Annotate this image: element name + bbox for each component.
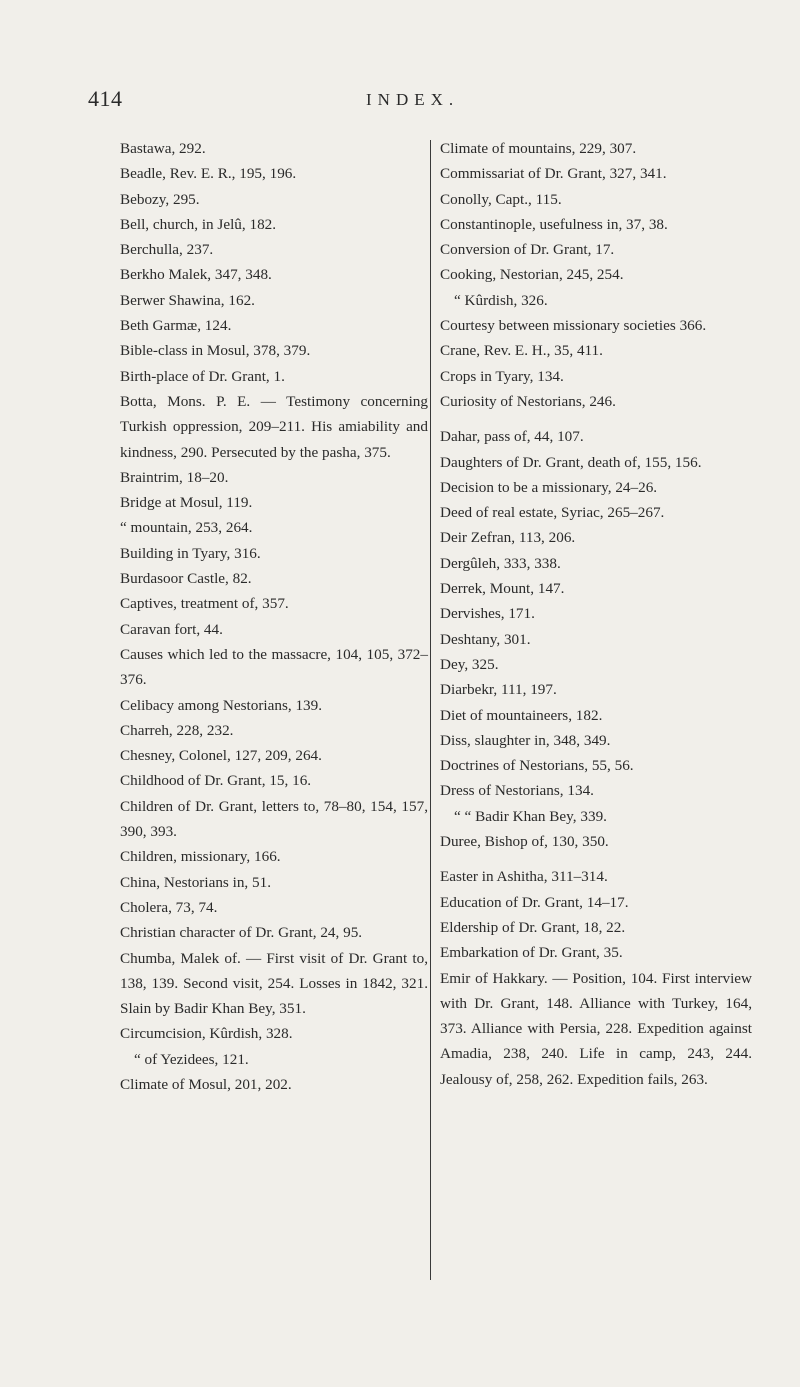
index-entry: Climate of Mosul, 201, 202.: [120, 1075, 292, 1093]
index-entry: Conolly, Capt., 115.: [440, 190, 562, 208]
index-entry: Diet of mountaineers, 182.: [440, 706, 603, 724]
index-entry: Chumba, Malek of. — First visit of Dr. Grant to, 138, 139. Second visit, 254. Losses in 1842, 321. Slain by Badir Khan Bey, 351.: [120, 949, 428, 1018]
index-entry: Bastawa, 292.: [120, 140, 206, 157]
section-gap: [440, 414, 752, 424]
index-entry: Emir of Hakkary. — Position, 104. First interview with Dr. Grant, 148. Alliance with Turkey, 164, 373. Alliance with Persia, 228. Expedition against Amadia, 238, 240. Life in camp, 243, 244. Jealousy of, 258, 262. Expedition fails, 263.: [440, 969, 752, 1088]
index-entry: Daughters of Dr. Grant, death of, 155, 156.: [440, 453, 702, 471]
index-entry: Children, missionary, 166.: [120, 848, 281, 866]
index-entry: Deir Zefran, 113, 206.: [440, 529, 576, 547]
section-gap: [440, 854, 752, 864]
index-entry: Commissariat of Dr. Grant, 327, 341.: [440, 165, 667, 183]
index-entry: Captives, treatment of, 357.: [120, 595, 289, 613]
index-entry: Caravan fort, 44.: [120, 620, 223, 638]
index-entry: Building in Tyary, 316.: [120, 544, 261, 562]
index-entry: Crops in Tyary, 134.: [440, 367, 564, 385]
index-entry: Christian character of Dr. Grant, 24, 95.: [120, 924, 363, 942]
index-entry: “ mountain, 253, 264.: [120, 519, 253, 537]
index-entry: Deed of real estate, Syriac, 265–267.: [440, 504, 665, 522]
index-entry: Eldership of Dr. Grant, 18, 22.: [440, 918, 626, 936]
index-entry: Beadle, Rev. E. R., 195, 196.: [120, 165, 297, 183]
index-entry: Berchulla, 237.: [120, 241, 214, 259]
index-entry: Dress of Nestorians, 134.: [440, 782, 594, 800]
index-entry: Education of Dr. Grant, 14–17.: [440, 893, 629, 911]
index-entry: Dahar, pass of, 44, 107.: [440, 428, 584, 446]
index-column-right: [440, 136, 752, 1092]
index-entry: Derrek, Mount, 147.: [440, 580, 565, 598]
page-number: 414: [88, 86, 123, 111]
index-entry: China, Nestorians in, 51.: [120, 873, 272, 891]
index-entry: Berkho Malek, 347, 348.: [120, 266, 272, 284]
index-entry: Charreh, 228, 232.: [120, 721, 234, 739]
index-entry: Bible-class in Mosul, 378, 379.: [120, 342, 311, 360]
index-entry: Burdasoor Castle, 82.: [120, 570, 252, 588]
index-entry: Botta, Mons. P. E. — Testimony concerning Turkish oppression, 209–211. His amiability and kindness, 290. Persecuted by the pasha, 375.: [120, 392, 428, 461]
index-entry: Doctrines of Nestorians, 55, 56.: [440, 757, 634, 775]
index-column-left: [120, 136, 428, 1097]
index-entry: Celibacy among Nestorians, 139.: [120, 696, 323, 714]
index-entry: Cooking, Nestorian, 245, 254.: [440, 266, 624, 284]
index-entry: Braintrim, 18–20.: [120, 468, 229, 486]
index-entry: Courtesy between missionary societies 366.: [440, 317, 707, 335]
index-entry: Birth-place of Dr. Grant, 1.: [120, 367, 285, 385]
index-entry: Berwer Shawina, 162.: [120, 291, 255, 309]
index-entry: Embarkation of Dr. Grant, 35.: [440, 944, 623, 962]
index-entry: Constantinople, usefulness in, 37, 38.: [440, 215, 668, 233]
index-entry: Conversion of Dr. Grant, 17.: [440, 241, 615, 259]
index-entry: Deshtany, 301.: [440, 630, 531, 648]
index-entry: “ Kûrdish, 326.: [454, 291, 548, 309]
index-entry: Diss, slaughter in, 348, 349.: [440, 731, 611, 749]
index-entry: Causes which led to the massacre, 104, 105, 372–376.: [120, 645, 428, 689]
index-entry: “ “ Badir Khan Bey, 339.: [454, 807, 607, 825]
index-entry: Dey, 325.: [440, 655, 499, 673]
index-entry: Dervishes, 171.: [440, 605, 535, 623]
index-entry: Cholera, 73, 74.: [120, 898, 218, 916]
running-head: INDEX.: [366, 90, 460, 109]
index-entry: Bell, church, in Jelû, 182.: [120, 215, 277, 233]
index-entry: Curiosity of Nestorians, 246.: [440, 392, 616, 410]
index-entry: Circumcision, Kûrdish, 328.: [120, 1025, 293, 1043]
index-entry: Children of Dr. Grant, letters to, 78–80, 154, 157, 390, 393.: [120, 797, 428, 841]
index-entry: Bridge at Mosul, 119.: [120, 494, 253, 512]
index-entry: Diarbekr, 111, 197.: [440, 681, 557, 699]
index-entry: Beth Garmæ, 124.: [120, 317, 232, 335]
index-entry: Easter in Ashitha, 311–314.: [440, 868, 608, 886]
index-entry: Childhood of Dr. Grant, 15, 16.: [120, 772, 312, 790]
index-entry: Climate of mountains, 229, 307.: [440, 140, 637, 157]
index-entry: Dergûleh, 333, 338.: [440, 554, 561, 572]
index-entry: Decision to be a missionary, 24–26.: [440, 478, 658, 496]
index-entry: Crane, Rev. E. H., 35, 411.: [440, 342, 603, 360]
index-entry: “ of Yezidees, 121.: [134, 1050, 249, 1068]
index-entry: Bebozy, 295.: [120, 190, 200, 208]
index-entry: Duree, Bishop of, 130, 350.: [440, 833, 609, 851]
index-entry: Chesney, Colonel, 127, 209, 264.: [120, 747, 322, 765]
column-divider: [430, 140, 431, 1280]
